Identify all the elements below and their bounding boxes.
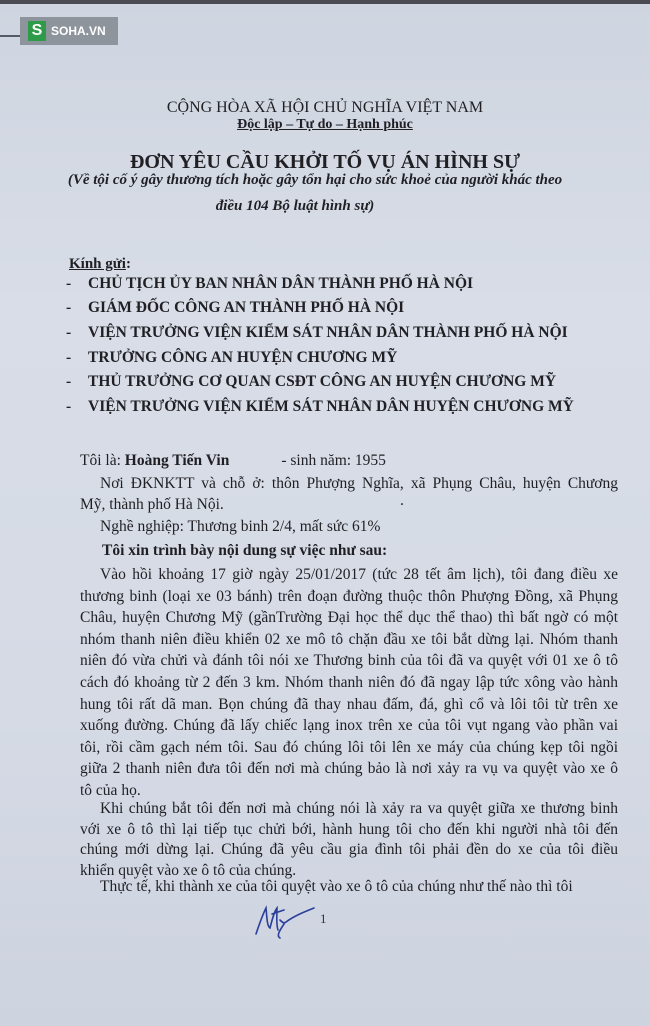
paragraph1-line: xuống đường. Chúng đã lấy chiếc lạng inox trên xe của tôi vụt ngang vào phần vai — [80, 717, 618, 735]
paragraph2-line: Khi chúng bắt tôi đến nơi mà chúng nói là xảy ra va quyệt giữa xe thương binh — [100, 800, 618, 817]
paragraph1-line: nhóm thanh niên điều khiển 02 xe mô tô chặn đầu xe tôi bắt dừng lại. Nhóm thanh — [80, 630, 618, 648]
document-subtitle-line2: điều 104 Bộ luật hình sự) — [215, 198, 375, 214]
recipients-label — [69, 256, 131, 273]
recipient-item — [66, 349, 397, 367]
applicant-name: Hoàng Tiến Vin — [124, 452, 230, 469]
recipient-text: VIỆN TRƯỞNG VIỆN KIỂM SÁT NHÂN DÂN HUYỆN CHƯƠNG MỸ — [88, 398, 574, 415]
page-number: 1 — [320, 911, 327, 926]
applicant-name-label: Tôi là: — [80, 452, 125, 469]
paper-top-edge — [0, 0, 650, 4]
recipient-item — [66, 373, 556, 391]
recipient-text: TRƯỞNG CÔNG AN HUYỆN CHƯƠNG MỸ — [88, 349, 398, 366]
paragraph1-line: Vào hồi khoảng 17 giờ ngày 25/01/2017 (tức 28 tết âm lịch), tôi đang điều xe — [100, 566, 618, 583]
paper-left-mark — [0, 35, 20, 37]
facts-intro: Tôi xin trình bày nội dung sự việc như sau: — [102, 542, 388, 559]
paragraph2-line: với xe ô tô thì lại tiếp tục chửi bới, hành hung tôi cho đến khi người nhà tôi đến — [80, 820, 618, 838]
motto — [0, 117, 650, 133]
paragraph1-line: niên đó vừa chửi và đánh tôi nói xe Thương binh của tôi đã va quyệt với 01 xe ô tô — [80, 652, 618, 670]
applicant-birth: - sinh năm: 1955 — [281, 452, 386, 469]
paragraph1-line: giữa 2 thanh niên đưa tôi đến nơi mà chúng bảo là nơi xảy ra vụ va quyệt vào xe ô — [80, 760, 618, 778]
recipient-item — [66, 398, 574, 416]
paragraph2-line: khiển quyệt vào xe ô tô của chúng. — [80, 861, 297, 879]
motto-text: Độc lập – Tự do – Hạnh phúc — [237, 117, 413, 132]
recipient-bullet: - — [66, 299, 72, 316]
applicant-name-line — [80, 452, 386, 470]
recipient-bullet: - — [66, 275, 72, 292]
paragraph3-line: Thực tế, khi thành xe của tôi quyệt vào xe ô tô của chúng như thế nào thì tôi — [100, 878, 573, 895]
document-title: ĐƠN YÊU CẦU KHỞI TỐ VỤ ÁN HÌNH SỰ — [129, 151, 521, 173]
logo-letter: S — [28, 21, 46, 41]
paragraph2-line: chúng mới dừng lại. Chúng đã yêu cầu gia đình tôi phải đền do xe của tôi điều — [80, 841, 618, 858]
paragraph1-line: cách đó khoảng từ 2 đến 3 km. Nhóm thanh niên đó đã ngay lập tức xông vào hành — [80, 674, 618, 691]
stray-dot: . — [400, 492, 404, 509]
recipient-bullet: - — [66, 349, 72, 366]
document-subtitle-line1: (Về tội cố ý gây thương tích hoặc gây tổn hại cho sức khoẻ của người khác theo — [67, 172, 563, 188]
paragraph1-line: thương binh (loại xe 03 bánh) trên đoạn đường thuộc thôn Phượng Đồng, xã Phụng — [80, 587, 618, 605]
recipient-item — [66, 324, 568, 342]
recipient-item — [66, 275, 473, 293]
logo-text: SOHA.VN — [51, 24, 106, 38]
recipients-label-text: Kính gửi — [69, 256, 126, 272]
recipient-bullet: - — [66, 324, 72, 341]
recipient-bullet: - — [66, 398, 72, 415]
soha-watermark-logo — [20, 17, 118, 45]
recipient-text: GIÁM ĐỐC CÔNG AN THÀNH PHỐ HÀ NỘI — [88, 299, 405, 316]
applicant-address-line2: Mỹ, thành phố Hà Nội. — [80, 496, 224, 513]
paragraph1-line: tôi, rồi cầm gạch ném tôi. Sau đó chúng lôi tôi lên xe máy của chúng kẹp tôi ngồi — [80, 738, 618, 756]
paragraph1-line: Châu, huyện Chương Mỹ (gầnTrường Đại học thể dục thể thao) thì bất ngờ có một — [80, 609, 618, 627]
paragraph1-line: tô của họ. — [80, 782, 141, 799]
paragraph1-line: hung tôi rất dã man. Bọn chúng đã thay nhau đấm, đá, ghì cổ và lôi tôi từ trên xe — [80, 695, 618, 713]
signature — [250, 900, 320, 945]
recipient-text: THỦ TRƯỞNG CƠ QUAN CSĐT CÔNG AN HUYỆN CHƯƠNG MỸ — [88, 373, 557, 390]
nation-heading: CỘNG HÒA XÃ HỘI CHỦ NGHĨA VIỆT NAM — [166, 99, 484, 116]
applicant-occupation: Nghề nghiệp: Thương binh 2/4, mất sức 61% — [100, 518, 381, 535]
recipient-bullet: - — [66, 373, 72, 390]
applicant-address-line1: Nơi ĐKNKTT và chỗ ở: thôn Phượng Nghĩa, xã Phụng Châu, huyện Chương — [100, 475, 618, 492]
recipient-text: VIỆN TRƯỞNG VIỆN KIỂM SÁT NHÂN DÂN THÀNH PHỐ HÀ NỘI — [88, 324, 568, 341]
recipient-text: CHỦ TỊCH ỦY BAN NHÂN DÂN THÀNH PHỐ HÀ NỘI — [88, 275, 474, 292]
recipients-label-colon: : — [125, 256, 131, 272]
recipient-item — [66, 299, 404, 317]
